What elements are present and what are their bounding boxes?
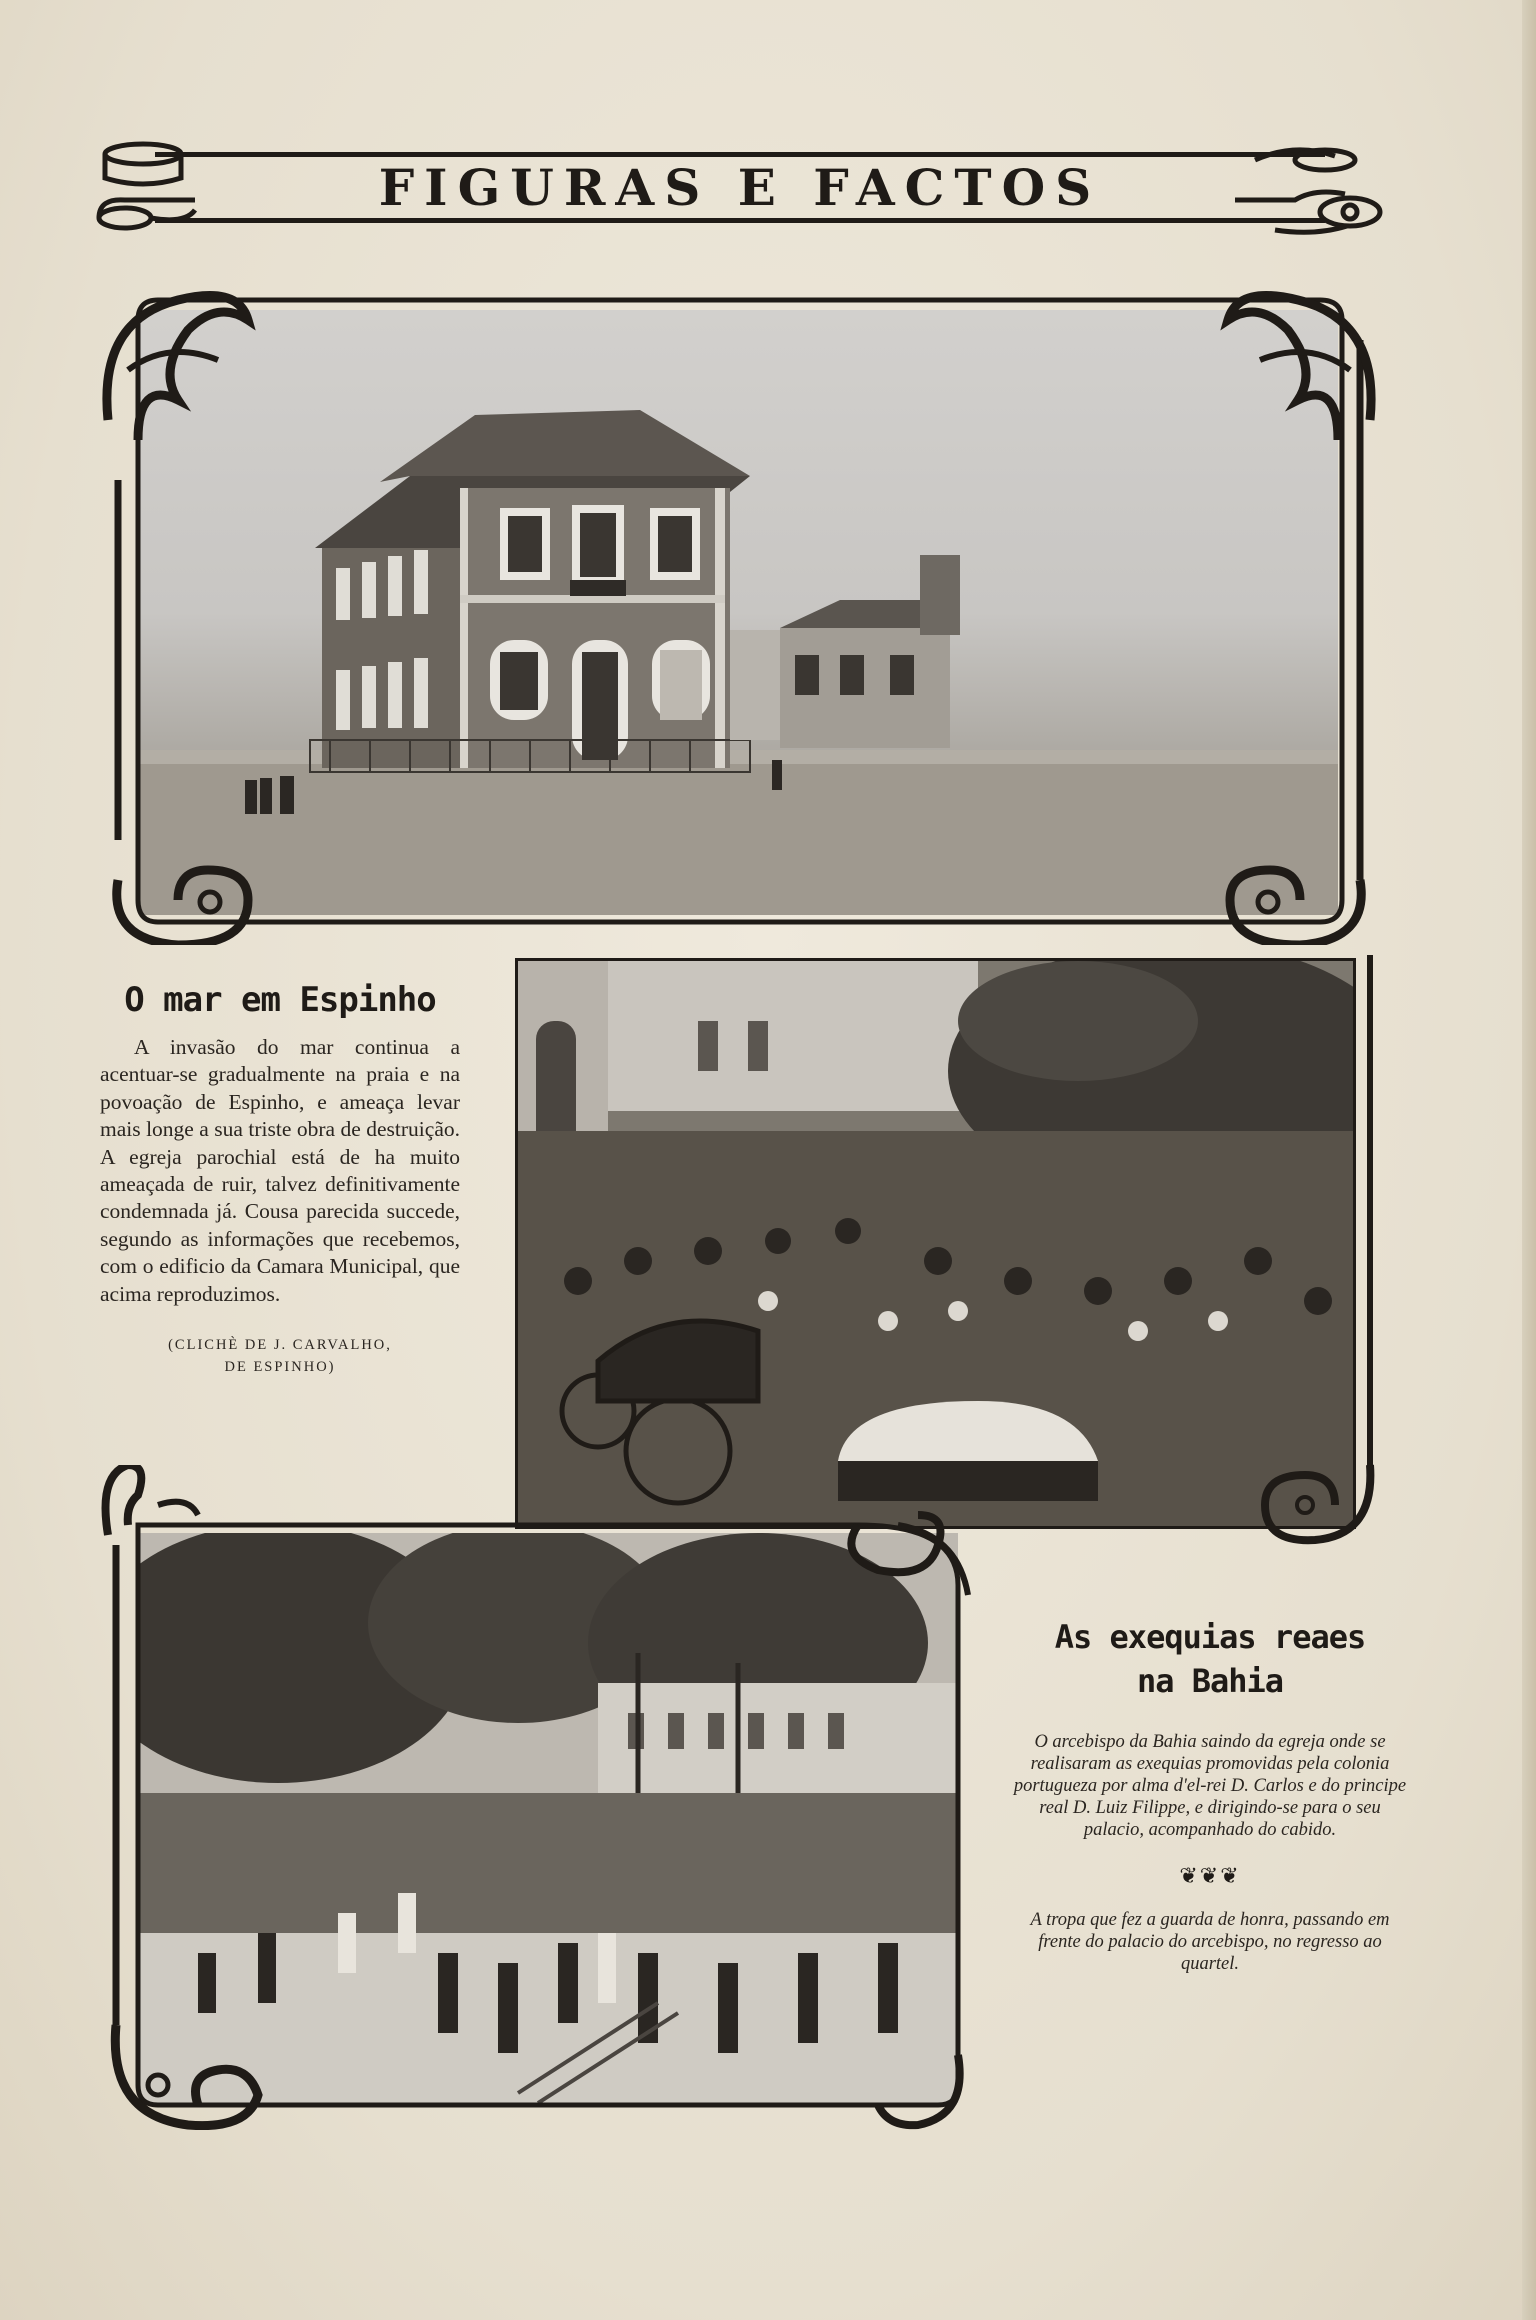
art-nouveau-frame-bottom-icon [98,1465,988,2130]
photo-frame-bahia [98,1465,988,2130]
header-rule-bottom [155,218,1325,223]
photo-credit-line2: DE ESPINHO) [224,1359,336,1376]
scroll-ornament-right-icon [1235,138,1385,238]
caption-troops: A tropa que fez a guarda de honra, passando em frente do palacio do arcebispo, no regresso ao quartel. [1030,1910,1390,1974]
article-title-bahia-line1: As exequias reaes [1054,1618,1366,1656]
caption-archbishop: O arcebispo da Bahia saindo da egreja onde se realisaram as exequias promovidas pela colonia portugueza por alma d'el-rei D. Carlos e do principe real D. Luiz Filippe, e dirigindo-se para o seu palacio, acompanhado do cabido. [1013,1732,1407,1840]
article-espinho [100,980,460,1378]
article-title-espinho: O mar em Espinho [124,980,436,1020]
page-edge [1522,0,1536,2320]
article-title-bahia [1010,1615,1410,1703]
article-title-bahia-line2: na Bahia [1136,1662,1284,1700]
header-rule-top [155,152,1325,157]
photo-credit-line1: (CLICHÈ DE J. CARVALHO, [168,1337,392,1354]
fleuron-icon: ❦❦❦ [1179,1863,1241,1888]
art-nouveau-frame-top-icon [98,280,1380,945]
article-body-espinho [100,1034,460,1308]
photo-frame-espinho [98,280,1380,945]
photo-credit [100,1334,460,1378]
article-paragraph: A invasão do mar continua a acentuar-se gradualmente na praia e na povoação de Espinho, e ameaça levar mais longe a sua triste obra de destruição. A egreja parochial está de ha muito ameaçada de ruir, talvez definitivamente condemnada já. Cousa parecida succede, segundo as informações que recebemos, com o edificio da Camara Municipal, que acima reproduzimos. [100,1035,460,1306]
section-header [95,130,1385,240]
art-nouveau-frame-middle-icon [505,945,1385,1545]
header-title: FIGURAS E FACTOS [378,158,1102,217]
article-bahia [1010,1615,1410,1975]
